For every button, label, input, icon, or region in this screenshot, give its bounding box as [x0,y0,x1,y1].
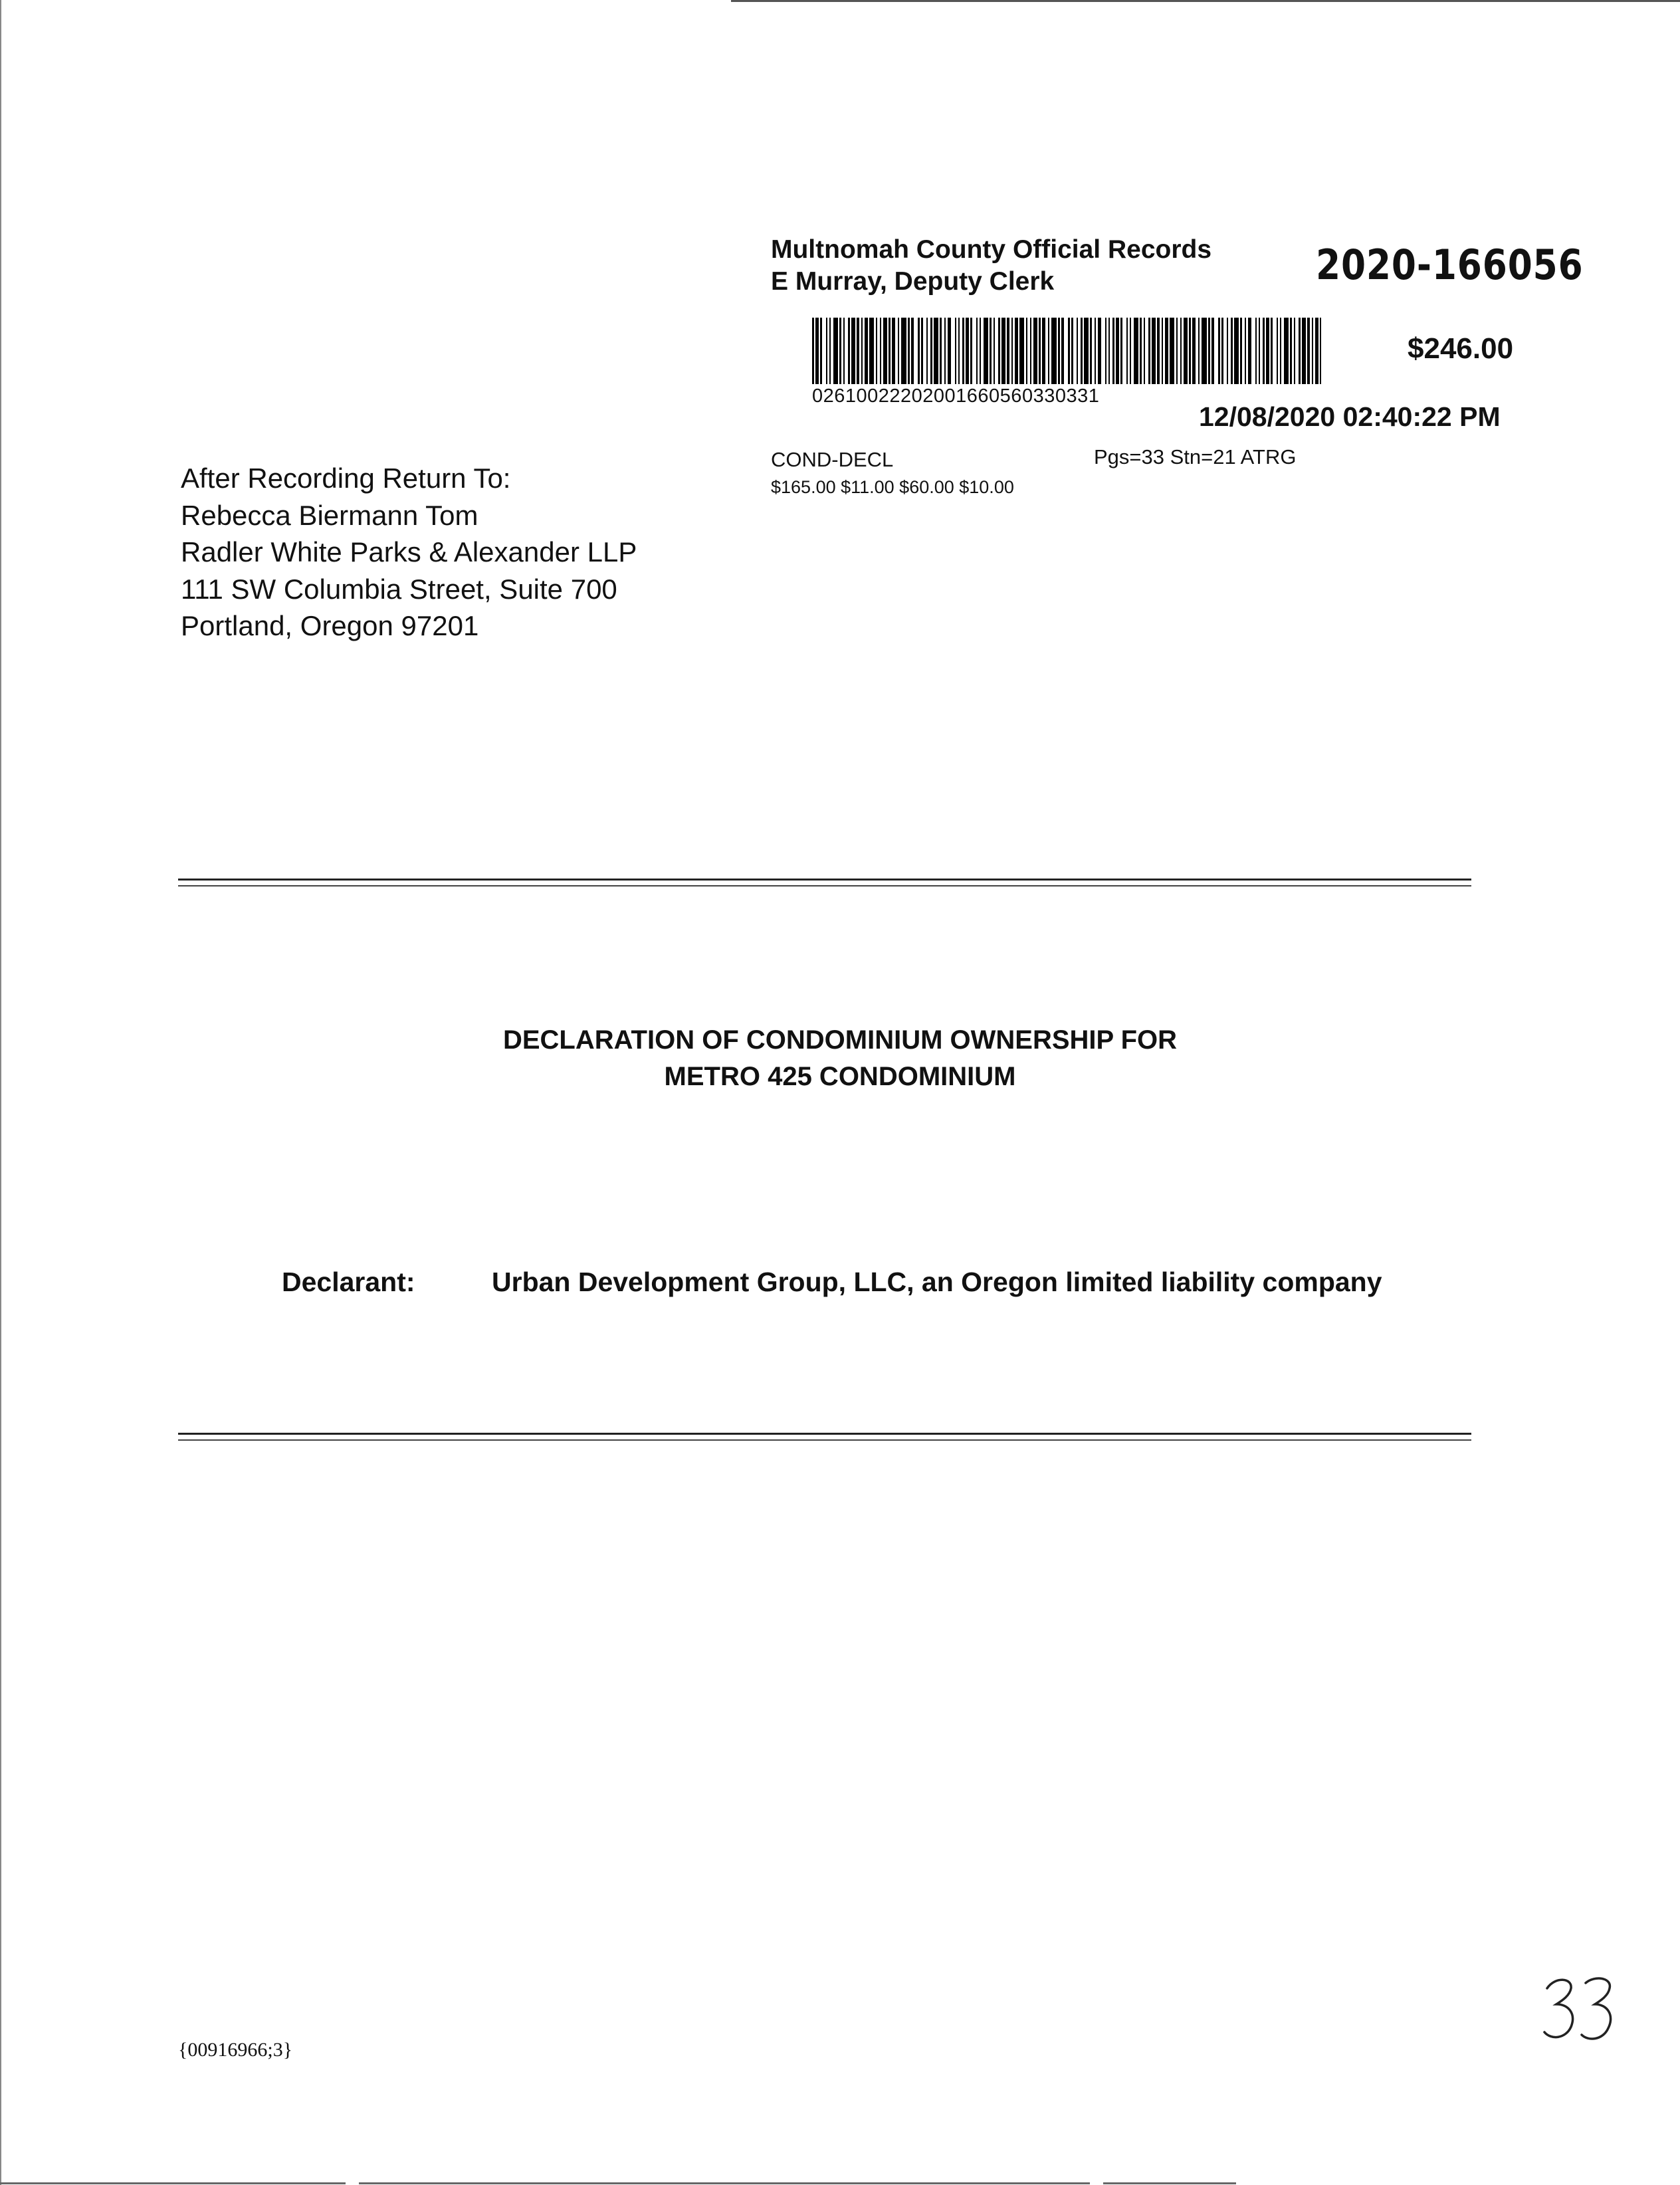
county-records-line: Multnomah County Official Records [771,235,1212,264]
barcode-bar [1126,318,1128,384]
barcode-bar [1277,318,1278,384]
barcode-bar [1001,318,1005,384]
barcode-bar [1130,318,1131,384]
barcode-bar [869,318,874,384]
barcode-bar [1033,318,1037,384]
barcode-bar [1320,318,1321,384]
barcode-bar [1218,318,1220,384]
top-double-rule [178,879,1471,888]
barcode-bar [1280,318,1281,384]
barcode-bar [1259,318,1260,384]
recording-barcode [812,318,1321,384]
barcode-bar [851,318,855,384]
barcode-bar [1030,318,1031,384]
barcode-bar [1042,318,1045,384]
barcode-bar [958,318,960,384]
barcode-bar [876,318,877,384]
barcode-bar [1011,318,1013,384]
barcode-bar [1263,318,1265,384]
return-street: 111 SW Columbia Street, Suite 700 [181,573,617,605]
barcode-bar [990,318,992,384]
barcode-bar [898,318,899,384]
barcode-bar [861,318,863,384]
barcode-bar [883,318,887,384]
barcode-bar [812,318,814,384]
barcode-bar [1211,318,1214,384]
barcode-bar [1112,318,1114,384]
fee-total: $246.00 [1408,332,1514,365]
barcode-bar [1248,318,1251,384]
barcode-bar [1134,318,1138,384]
barcode-bar [1231,318,1233,384]
barcode-bar [1120,318,1122,384]
barcode-bar [994,318,995,384]
barcode-bar [1312,318,1313,384]
barcode-bar [843,318,845,384]
barcode-bar [921,318,923,384]
barcode-bar [1105,318,1106,384]
barcode-bar [829,318,831,384]
barcode-bar [1095,318,1096,384]
barcode-bar [1189,318,1191,384]
barcode-bar [1302,318,1306,384]
barcode-bar [1116,318,1119,384]
barcode-bar [901,318,906,384]
return-city: Portland, Oregon 97201 [181,610,479,641]
return-address-block [181,460,637,645]
barcode-bar [857,318,859,384]
barcode-bar [1165,318,1168,384]
barcode-bar [1284,318,1289,384]
barcode-bar [1294,318,1295,384]
barcode-bar [1048,318,1049,384]
barcode-bar [962,318,964,384]
barcode-bar [955,318,956,384]
declarant-label: Declarant: [282,1267,415,1297]
handwritten-page-count [1542,1974,1622,2047]
barcode-bar [1227,318,1228,384]
barcode-bar [1140,318,1142,384]
barcode-bar [984,318,988,384]
barcode-bar [1152,318,1156,384]
barcode-bar [948,318,951,384]
scan-edge-top [0,0,1680,3]
barcode-bar [970,318,972,384]
barcode-bar [1061,318,1064,384]
barcode-bar [1176,318,1178,384]
barcode-bar [1290,318,1292,384]
barcode-bar [880,318,881,384]
barcode-bar [1299,318,1301,384]
barcode-bar [1081,318,1083,384]
barcode-bar [1098,318,1101,384]
return-heading: After Recording Return To: [181,463,511,494]
document-reference: {00916966;3} [178,2039,293,2061]
barcode-bar [1015,318,1018,384]
barcode-bar [839,318,841,384]
declarant-value: Urban Development Group, LLC, an Oregon limited liability company [492,1267,1382,1297]
return-firm: Radler White Parks & Alexander LLP [181,536,637,568]
barcode-bar [911,318,914,384]
barcode-bar [820,318,822,384]
barcode-bar [930,318,932,384]
barcode-bar [833,318,838,384]
deputy-clerk-line: E Murray, Deputy Clerk [771,267,1055,296]
barcode-bar [1192,318,1196,384]
barcode-bar [826,318,827,384]
barcode-bar [1148,318,1150,384]
barcode-bar [1170,318,1174,384]
barcode-bar [1162,318,1163,384]
barcode-bar [1039,318,1041,384]
barcode-bar [940,318,942,384]
barcode-bar [1234,318,1239,384]
recording-stamp-header [771,234,1211,298]
barcode-bar [1315,318,1318,384]
barcode-bar [1202,318,1207,384]
barcode-bar [1157,318,1160,384]
barcode-bar [889,318,891,384]
barcode-bar [1180,318,1182,384]
barcode-bar [1307,318,1310,384]
barcode-bar [1266,318,1269,384]
barcode-bar [1068,318,1070,384]
barcode-bar [918,318,920,384]
document-title [0,1022,1680,1095]
barcode-bar [1071,318,1073,384]
barcode-bar [966,318,969,384]
barcode-bar [1245,318,1246,384]
bottom-double-rule [178,1433,1471,1442]
barcode-bar [908,318,910,384]
barcode-bar [1019,318,1024,384]
barcode-bar [1221,318,1223,384]
barcode-bar [1108,318,1110,384]
barcode-bar [1077,318,1078,384]
barcode-bar [980,318,981,384]
fee-breakdown: $165.00 $11.00 $60.00 $10.00 [771,477,1014,497]
barcode-bar [1084,318,1089,384]
barcode-bar [1058,318,1060,384]
document-type-code: COND-DECL [771,448,894,471]
title-line-1: DECLARATION OF CONDOMINIUM OWNERSHIP FOR [502,1025,1178,1055]
barcode-bar [1271,318,1273,384]
return-name: Rebecca Biermann Tom [181,499,478,531]
barcode-bar [1255,318,1257,384]
barcode-bar [1007,318,1009,384]
barcode-bar [1240,318,1242,384]
recording-datetime: 12/08/2020 02:40:22 PM [1199,401,1501,432]
barcode-bar [1090,318,1092,384]
barcode-bar [976,318,978,384]
barcode-bar [848,318,850,384]
barcode-bar [892,318,895,384]
barcode-bar [1051,318,1057,384]
barcode-bar [865,318,868,384]
barcode-bar [998,318,1000,384]
scan-edge-bottom [0,2181,1680,2185]
barcode-bar [1198,318,1200,384]
barcode-bar [1184,318,1188,384]
barcode-bar [944,318,946,384]
pages-station-info: Pgs=33 Stn=21 ATRG [1094,445,1297,468]
document-number: 2020-166056 [1316,241,1584,289]
barcode-bar [934,318,938,384]
barcode-bar [815,318,819,384]
barcode-bar [1144,318,1145,384]
barcode-bar [1208,318,1210,384]
barcode-bar [926,318,928,384]
barcode-digits: 02610022202001660560330331 [812,385,1100,407]
title-line-2: METRO 425 CONDOMINIUM [664,1062,1016,1091]
barcode-bar [1026,318,1027,384]
